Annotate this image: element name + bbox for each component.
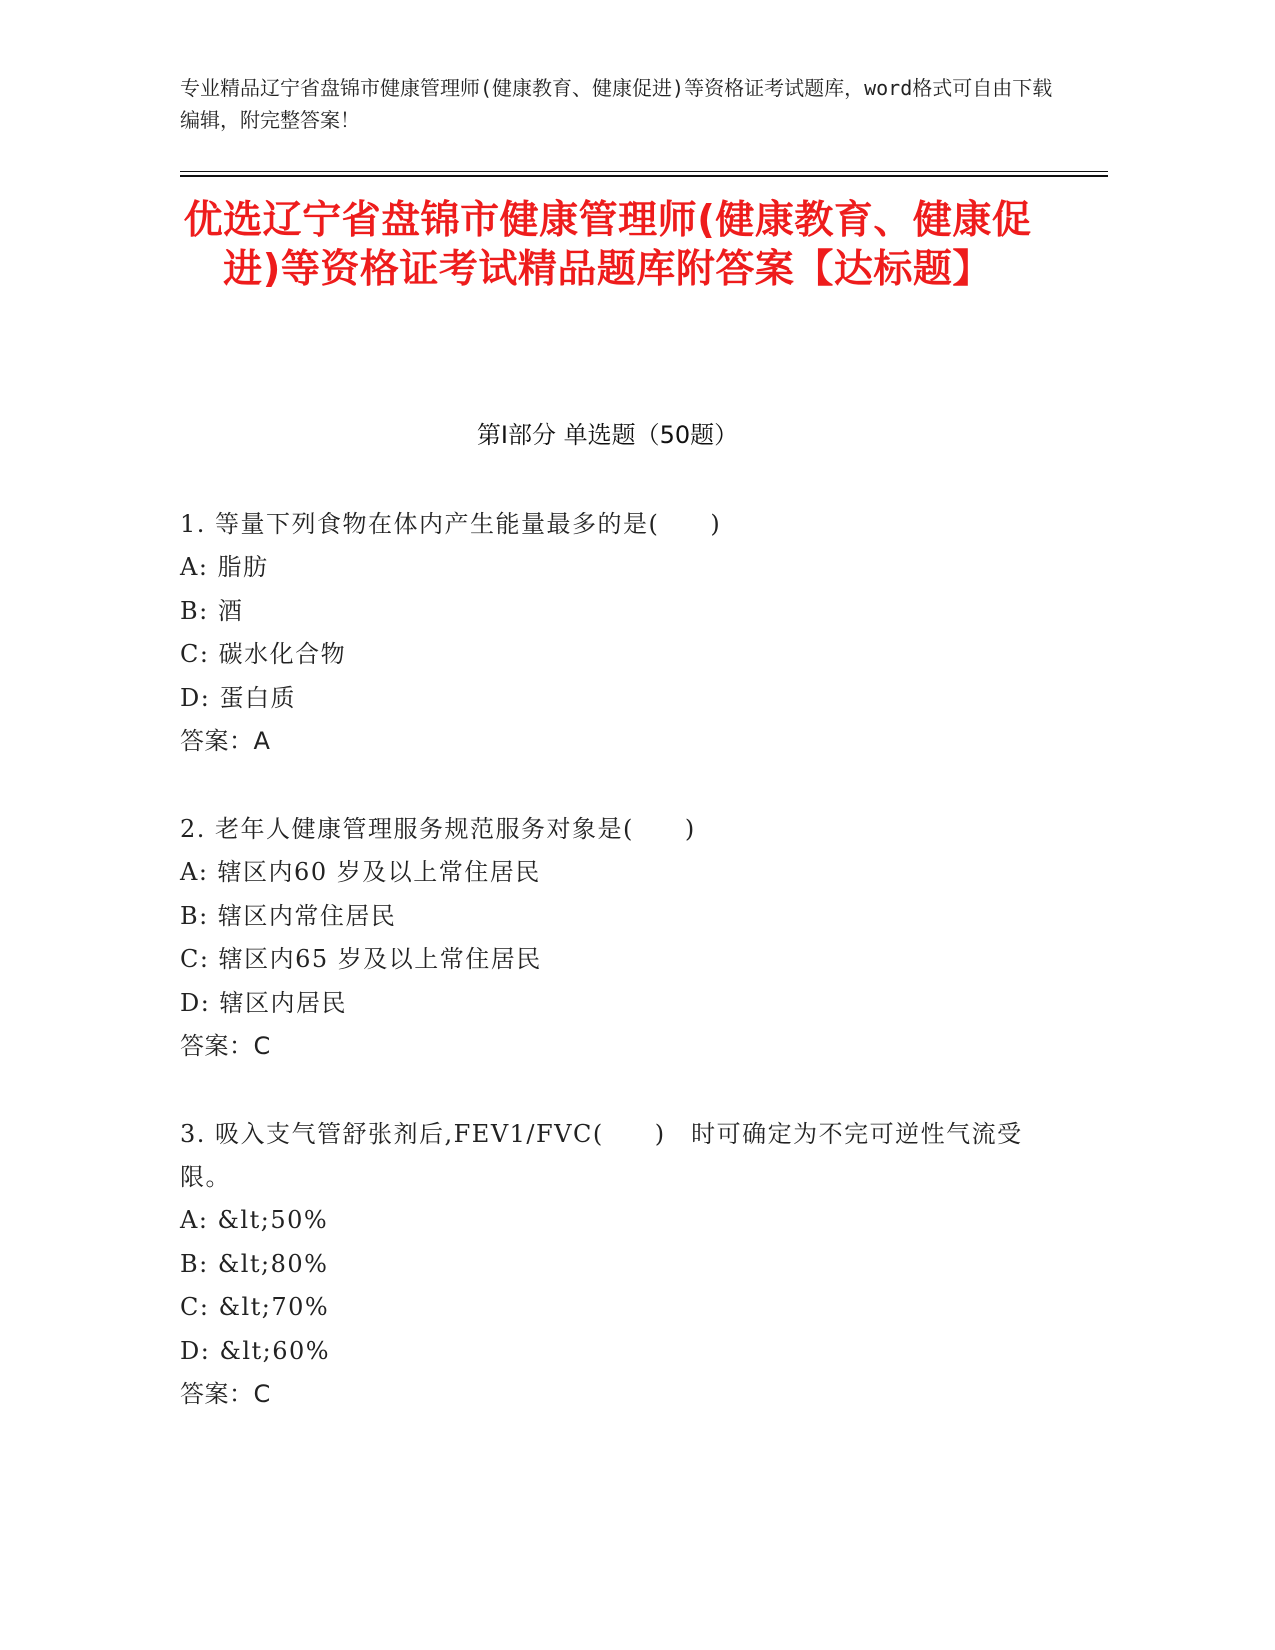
answer: 答案：C bbox=[180, 1380, 271, 1408]
option-a: A: &lt;50% bbox=[180, 1206, 329, 1234]
option-b: B: 辖区内常住居民 bbox=[180, 901, 397, 930]
option-d: D: 辖区内居民 bbox=[180, 988, 347, 1017]
question-stem: 3. 吸入支气管舒张剂后,FEV1/FVC( ) 时可确定为不完可逆性气流受限。 bbox=[180, 1120, 1023, 1191]
option-d: D: 蛋白质 bbox=[180, 683, 296, 712]
option-b: B: 酒 bbox=[180, 596, 244, 625]
option-b: B: &lt;80% bbox=[180, 1249, 329, 1278]
document-title: 优选辽宁省盘锦市健康管理师(健康教育、健康促进)等资格证考试精品题库附答案【达标题】 bbox=[183, 198, 1032, 292]
question-1 bbox=[180, 503, 1040, 764]
section-title: 第Ⅰ部分 单选题（50题） bbox=[476, 421, 739, 449]
question-2 bbox=[180, 808, 1040, 1069]
option-a: A: 脂肪 bbox=[180, 553, 269, 581]
option-c: C: 碳水化合物 bbox=[180, 640, 347, 668]
question-stem: 1. 等量下列食物在体内产生能量最多的是( ) bbox=[180, 510, 722, 538]
option-d: D: &lt;60% bbox=[180, 1336, 331, 1365]
header-note: 专业精品辽宁省盘锦市健康管理师(健康教育、健康促进)等资格证考试题库，word格式可自由下载编辑，附完整答案！ bbox=[180, 76, 1053, 132]
answer: 答案：C bbox=[180, 1032, 271, 1060]
header-rule-thick bbox=[180, 175, 1108, 177]
option-c: C: &lt;70% bbox=[180, 1293, 330, 1321]
option-a: A: 辖区内60 岁及以上常住居民 bbox=[180, 858, 541, 886]
question-3 bbox=[180, 1113, 1040, 1417]
header-rule-thin bbox=[180, 171, 1108, 172]
option-c: C: 辖区内65 岁及以上常住居民 bbox=[180, 945, 542, 973]
answer: 答案：A bbox=[180, 727, 271, 755]
question-stem: 2. 老年人健康管理服务规范服务对象是( ) bbox=[180, 815, 696, 843]
